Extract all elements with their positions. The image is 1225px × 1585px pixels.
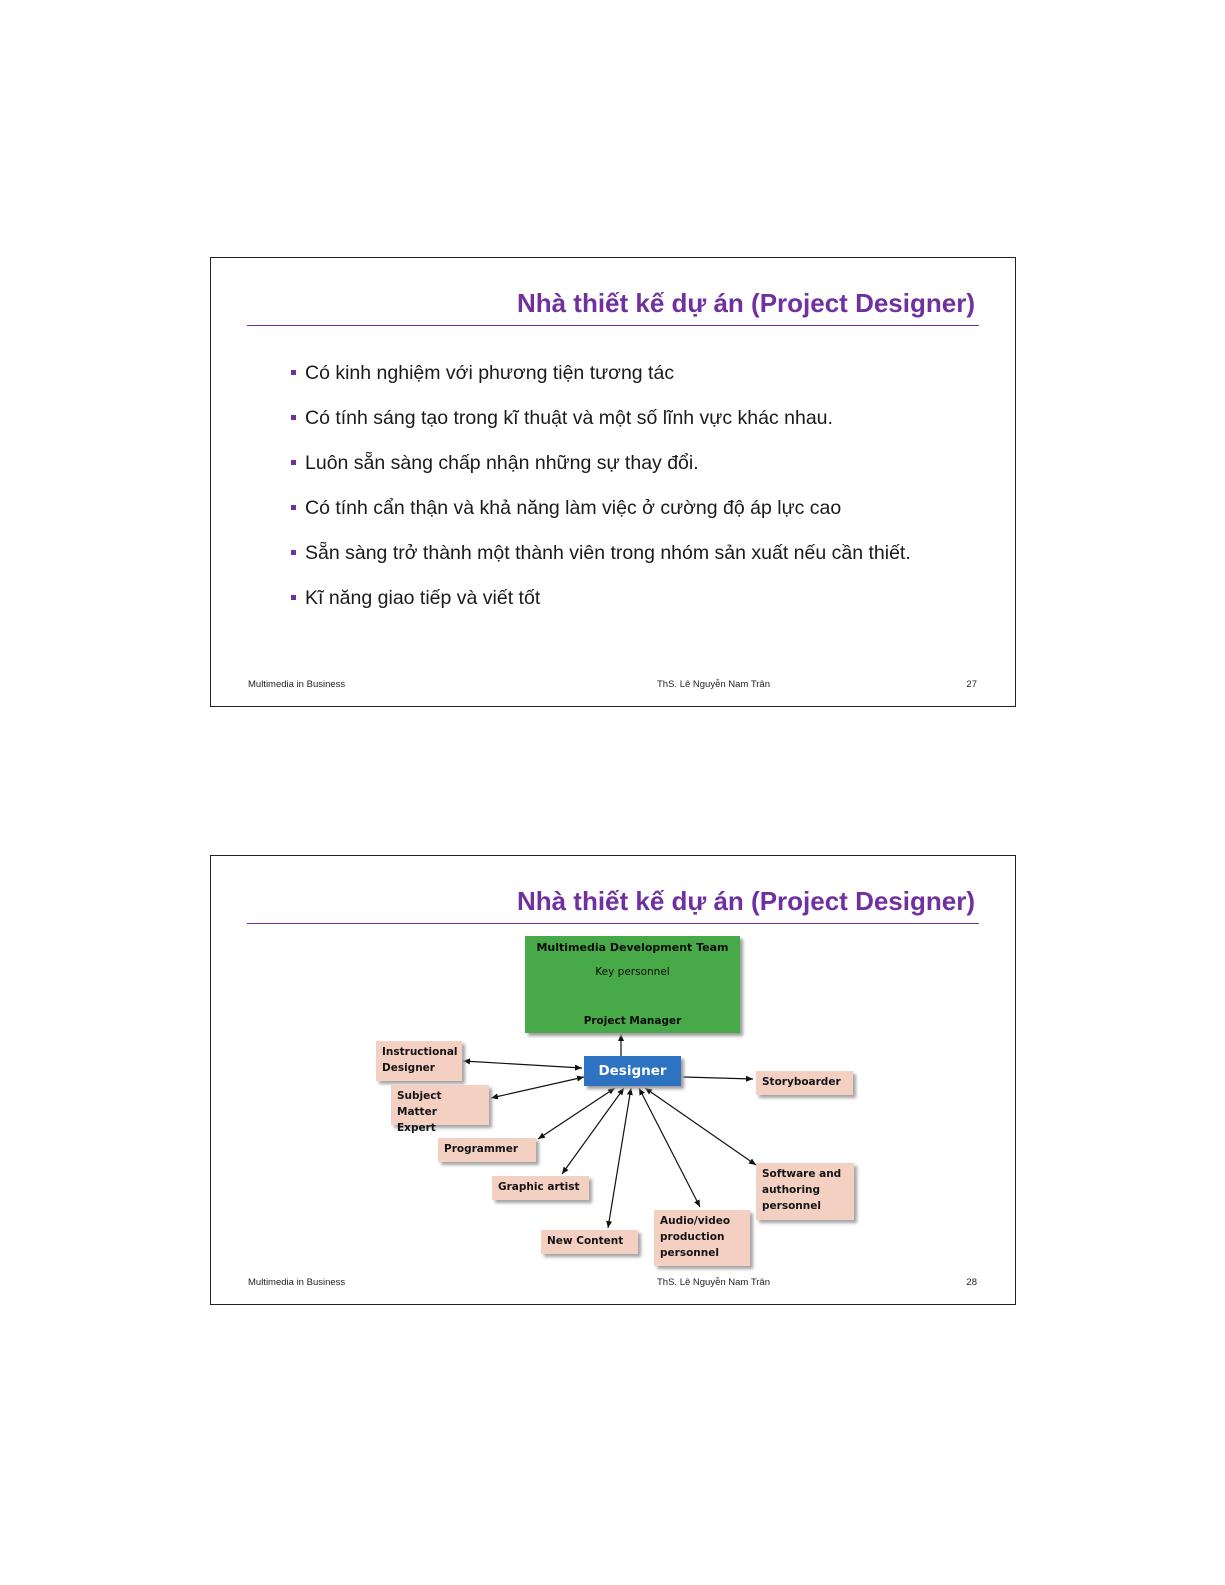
role-programmer: [438, 1138, 536, 1162]
slide-28: [210, 855, 1016, 1305]
footer-course: Multimedia in Business: [248, 1277, 346, 1288]
role-new-content: [541, 1230, 638, 1254]
role-line: personnel: [660, 1247, 719, 1259]
arrow-instructional: [463, 1061, 582, 1068]
team-box: [525, 936, 740, 1033]
page-number: 27: [966, 679, 977, 690]
bullet-list: [291, 361, 911, 631]
arrow-av: [639, 1088, 700, 1207]
role-line: personnel: [762, 1200, 821, 1212]
list-item: [291, 496, 911, 541]
role-line: Designer: [382, 1062, 435, 1074]
team-subtitle: Key personnel: [595, 966, 670, 978]
bullet-text: Có tính cẩn thận và khả năng làm việc ở cường độ áp lực cao: [305, 497, 842, 519]
footer-author: ThS. Lê Nguyễn Nam Trân: [657, 679, 770, 690]
footer-course: Multimedia in Business: [248, 679, 346, 690]
bullet-icon: [291, 550, 296, 555]
footer-author: ThS. Lê Nguyễn Nam Trân: [657, 1277, 770, 1288]
role-line: Subject Matter: [397, 1090, 442, 1118]
slide-title: Nhà thiết kế dự án (Project Designer): [516, 288, 975, 318]
role-line: authoring: [762, 1184, 821, 1196]
bullet-icon: [291, 595, 296, 600]
arrow-programmer: [538, 1088, 615, 1139]
bullet-icon: [291, 505, 296, 510]
bullet-text: Kĩ năng giao tiếp và viết tốt: [305, 587, 541, 609]
title-rule: [247, 923, 979, 924]
list-item: [291, 451, 911, 496]
bullet-icon: [291, 370, 296, 375]
arrow-storyboarder: [683, 1077, 753, 1079]
page-number: 28: [966, 1277, 977, 1288]
bullet-icon: [291, 415, 296, 420]
bullet-text: Có kinh nghiệm với phương tiện tương tác: [305, 362, 675, 384]
role-graphic-artist: [492, 1176, 589, 1200]
slide-27: [210, 257, 1016, 707]
role-subject-matter-expert: [391, 1085, 489, 1134]
role-line: Graphic artist: [498, 1181, 580, 1193]
list-item: [291, 406, 911, 451]
role-line: Instructional: [382, 1046, 458, 1058]
team-title: Multimedia Development Team: [536, 941, 729, 954]
project-manager-label: Project Manager: [583, 1015, 682, 1027]
role-line: Storyboarder: [762, 1076, 841, 1088]
role-line: Programmer: [444, 1143, 519, 1155]
role-line: production: [660, 1231, 725, 1243]
list-item: [291, 586, 911, 631]
role-software-authoring: [756, 1163, 854, 1220]
slide-title: Nhà thiết kế dự án (Project Designer): [516, 886, 975, 916]
role-storyboarder: [756, 1071, 853, 1095]
arrow-content: [608, 1088, 631, 1228]
list-item: [291, 541, 911, 586]
role-audio-video-production: [654, 1210, 750, 1266]
list-item: [291, 361, 911, 406]
role-line: Audio/video: [660, 1215, 731, 1227]
bullet-text: Luôn sẵn sàng chấp nhận những sự thay đổi.: [305, 452, 699, 474]
role-line: Software and: [762, 1168, 842, 1180]
role-instructional-designer: [376, 1041, 462, 1081]
role-line: New Content: [547, 1235, 624, 1247]
title-rule: [247, 325, 979, 326]
arrow-software: [645, 1088, 756, 1165]
bullet-text: Có tính sáng tạo trong kĩ thuật và một số lĩnh vực khác nhau.: [305, 407, 833, 429]
role-line: Expert: [397, 1122, 436, 1134]
arrow-sme: [491, 1077, 584, 1098]
designer-box: Designer: [584, 1056, 681, 1086]
arrow-graphic: [562, 1088, 624, 1174]
bullet-text: Sẵn sàng trở thành một thành viên trong nhóm sản xuất nếu cần thiết.: [305, 542, 911, 564]
bullet-icon: [291, 460, 296, 465]
